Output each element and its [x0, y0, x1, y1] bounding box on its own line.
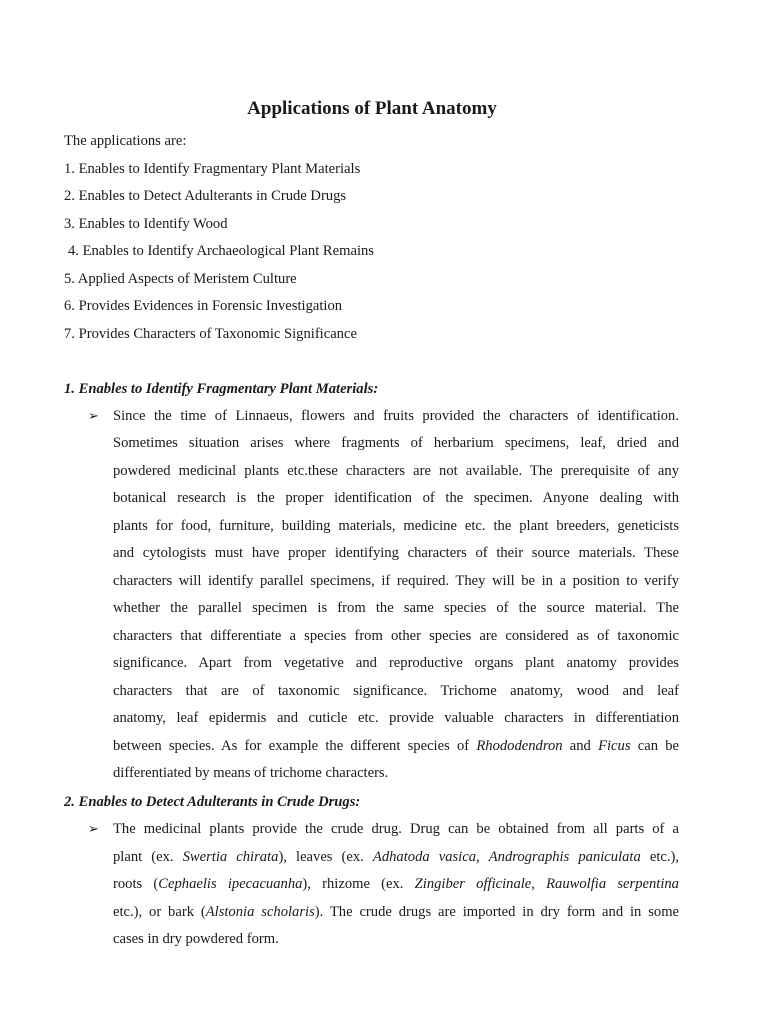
- paragraph-line: between species. As for example the different species of Rhododendron and Ficus can be: [113, 738, 679, 754]
- paragraph-line: The medicinal plants provide the crude drug. Drug can be obtained from all parts of a: [113, 821, 679, 837]
- paragraph-line: characters that differentiate a species from other species are considered as of taxonomic: [113, 628, 679, 644]
- paragraph-line: roots (Cephaelis ipecacuanha), rhizome (ex. Zingiber officinale, Rauwolfia serpentina: [113, 876, 679, 892]
- section-heading-2: 2. Enables to Detect Adulterants in Crude Drugs:: [64, 794, 361, 810]
- genus-name: Rhododendron: [476, 738, 563, 754]
- species-name: Zingiber officinale, Rauwolfia serpentina: [414, 876, 679, 892]
- paragraph-line: etc.), or bark (Alstonia scholaris). The crude drugs are imported in dry form and in some: [113, 904, 680, 920]
- species-name: Andrographis paniculata: [488, 849, 641, 865]
- arrow-bullet-icon: ➢: [88, 821, 99, 836]
- species-name: Swertia chirata: [182, 849, 279, 865]
- species-name: Adhatoda vasica: [372, 849, 477, 865]
- paragraph-line: characters will identify parallel specimens, if required. They will be in a position to verify: [113, 573, 679, 589]
- list-item: 4. Enables to Identify Archaeological Plant Remains: [68, 243, 374, 259]
- list-item: 5. Applied Aspects of Meristem Culture: [64, 271, 297, 287]
- paragraph-line: characters that are of taxonomic significance. Trichome anatomy, wood and leaf: [113, 683, 679, 699]
- paragraph-line: significance. Apart from vegetative and reproductive organs plant anatomy provides: [113, 655, 679, 671]
- paragraph-line: plant (ex. Swertia chirata), leaves (ex. Adhatoda vasica, Andrographis paniculata etc.),: [113, 849, 680, 865]
- list-item: 1. Enables to Identify Fragmentary Plant Materials: [64, 161, 361, 177]
- species-name: Cephaelis ipecacuanha: [158, 876, 303, 892]
- paragraph-line: Since the time of Linnaeus, flowers and fruits provided the characters of identification.: [113, 408, 679, 424]
- paragraph-line: powdered medicinal plants etc.these characters are not available. The prerequisite of any: [113, 463, 679, 479]
- list-item: 3. Enables to Identify Wood: [64, 216, 228, 232]
- paragraph-line: and cytologists must have proper identifying characters of their source materials. These: [113, 545, 679, 561]
- list-item: 2. Enables to Detect Adulterants in Crude Drugs: [64, 188, 347, 204]
- paragraph-line: cases in dry powdered form.: [113, 931, 279, 947]
- paragraph-line: plants for food, furniture, building materials, medicine etc. the plant breeders, geneticists: [113, 518, 679, 534]
- list-item: 6. Provides Evidences in Forensic Investigation: [64, 298, 343, 314]
- paragraph-line: Sometimes situation arises where fragments of herbarium specimens, leaf, dried and: [113, 435, 679, 451]
- species-name: Alstonia scholaris: [205, 904, 315, 920]
- paragraph-line: anatomy, leaf epidermis and cuticle etc. provide valuable characters in differentiation: [113, 710, 679, 726]
- paragraph-line: differentiated by means of trichome characters.: [113, 765, 389, 781]
- paragraph-line: botanical research is the proper identification of the specimen. Anyone dealing with: [113, 490, 679, 506]
- arrow-bullet-icon: ➢: [88, 408, 99, 423]
- page-title: Applications of Plant Anatomy: [247, 98, 497, 119]
- intro-text: The applications are:: [64, 133, 187, 149]
- section-heading-1: 1. Enables to Identify Fragmentary Plant Materials:: [64, 381, 379, 397]
- genus-name: Ficus: [598, 738, 631, 754]
- list-item: 7. Provides Characters of Taxonomic Significance: [64, 326, 357, 342]
- paragraph-line: whether the parallel specimen is from the same species of the source material. The: [113, 600, 679, 616]
